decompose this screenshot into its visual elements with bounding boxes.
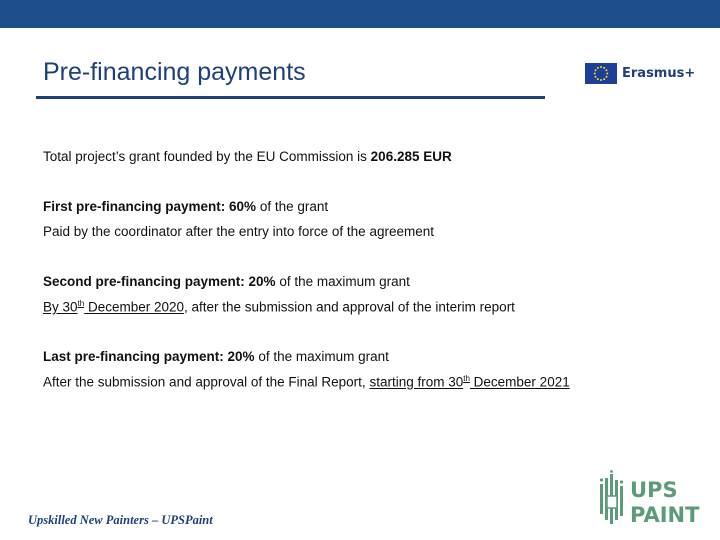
last-detail-a: After the submission and approval of the Final Report, [43,374,370,390]
last-payment-label: Last pre-financing payment: [43,349,228,364]
second-date-b: December 2020 [84,299,185,315]
last-payment-line [43,349,389,364]
grant-total-line [43,149,452,164]
grant-total-amount: 206.285 EUR [370,149,452,164]
first-payment-line [43,199,328,214]
erasmus-logo [585,62,697,84]
top-bar [0,0,720,28]
last-date-c: December 2021 [469,374,570,390]
grant-total-text: Total project’s grant founded by the EU Commission is [43,149,371,164]
second-payment-rest: of the maximum grant [275,274,410,289]
eu-flag-icon [585,63,617,84]
second-payment-percent: 20% [248,274,276,289]
last-payment-percent: 20% [227,349,255,364]
erasmus-logo-text: Erasmus+ [622,65,696,81]
ups-logo-top: UPS [630,478,678,502]
first-payment-label: First pre-financing payment: [43,199,230,214]
last-date-b: starting from 30 [369,374,464,390]
second-date-sup: th [77,299,85,308]
last-payment-detail [43,374,570,390]
second-payment-line [43,274,410,289]
second-payment-label: Second pre-financing payment: [43,274,249,289]
second-date-a: By 30 [43,299,78,315]
upspaint-logo [598,470,702,528]
last-date-sup: th [463,374,470,383]
second-payment-detail [43,299,515,315]
first-payment-percent: 60% [229,199,257,214]
title-underline [36,96,545,99]
first-payment-rest: of the grant [256,199,329,214]
ups-logo-bottom: PAINT [630,503,700,527]
slide-title: Pre-financing payments [43,58,306,86]
second-detail-rest: , after the submission and approval of the interim report [184,299,515,315]
last-payment-rest: of the maximum grant [254,349,389,364]
first-payment-detail: Paid by the coordinator after the entry into force of the agreement [43,224,434,239]
footer-project-name: Upskilled New Painters – UPSPaint [28,513,213,527]
